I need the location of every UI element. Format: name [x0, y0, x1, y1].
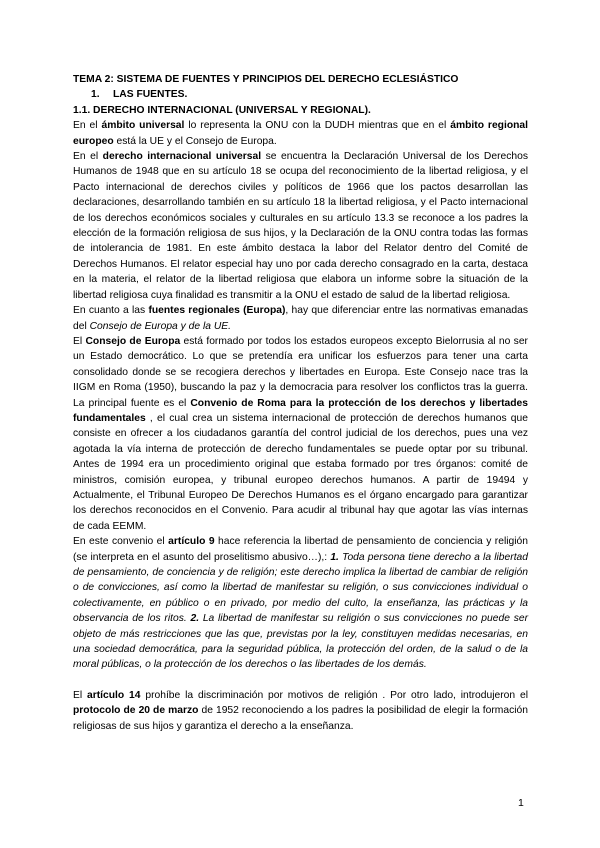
section-title: LAS FUENTES. — [113, 89, 188, 101]
text-run: se encuentra la Declaración Universal de los Derechos Humanos de 1948 que en su artículo 18 se ocupa del reconocimiento de la libertad religiosa, y el Pacto internacional de derechos civiles y políticos de 1966 que los pactos desarrollan las declaraciones, desarrollando también en su artículo 18 la libertad religiosa, y el Pacto internacional de los derechos económicos sociales y culturales en su artículo 13.3 se reconoce a los padres la elección de la formación religiosa de sus hijos, y la Declaración de la ONU contra todas las formas de intolerancia de 1981. En este ámbito destaca la labor del Relator dentro del Comité de Derechos Humanos. El relator especial hay uno por cada derecho consagrado en la carta, destaca en la materia, el relator de la libertad religiosa que elabora un informe sobre la situación de la libertad religiosa cuya finalidad es transmitir a la ONU el estado de salud de la libertad religiosa. — [73, 151, 528, 301]
text-run: , el cual crea un sistema internacional de protección de derechos humanos que consiste en ofrecer a los ciudadanos garantía del control judicial de los derechos, pues una vez agotada la vía interna de protección de derecho fundamentales se puede optar por su tribunal. Antes de 1994 era un procedimiento original que estaba formado por tres órganos: comité de ministros, comisión europea, y tribunal europeo derechos humanos. A partir de 19494 y Actualmente, el Tribunal Europeo De Derechos Humanos es el órgano encargado para garantizar los derechos reconocidos en el Convenio. Para acudir al tribunal hay que agotar las vías internas de cada EEMM. — [73, 412, 528, 532]
bold-italic-number: 1. — [330, 551, 339, 563]
section-heading — [73, 87, 528, 102]
italic-term: Consejo de Europa y de la UE. — [89, 320, 231, 332]
paragraph-derecho-universal — [73, 149, 528, 303]
bold-term: ámbito regional europeo — [73, 120, 528, 147]
text-run: En el — [73, 151, 103, 163]
text-run: El — [73, 689, 87, 701]
bold-term: artículo 14 — [87, 689, 141, 701]
bold-term: Convenio de Roma para la protección de los derechos y libertades fundamentales — [73, 397, 528, 424]
italic-quote: La libertad de manifestar su religión o sus convicciones no puede ser objeto de más restricciones que las que, previstas por la ley, constituyen medidas necesarias, en una sociedad democrática, para la seguridad pública, la protección del orden, de la salud o de la moral públicas, o la protección de los derechos o las libertades de los demás. — [73, 613, 528, 671]
bold-term: derecho internacional universal — [102, 151, 262, 163]
text-run: En cuanto a las — [73, 305, 149, 317]
bold-term: Consejo de Europa — [85, 335, 181, 347]
text-run: está la UE y el Consejo de Europa. — [113, 135, 277, 147]
document-body — [73, 72, 528, 734]
bold-term: fuentes regionales (Europa) — [148, 305, 286, 317]
text-run: En este convenio el — [73, 536, 169, 548]
text-run: prohíbe la discriminación por motivos de religión . Por otro lado, introdujeron el — [140, 689, 528, 701]
section-number: 1. — [91, 89, 100, 101]
text-run: El — [73, 335, 86, 347]
bold-term: protocolo de 20 de marzo — [73, 705, 199, 717]
bold-term: ámbito universal — [101, 120, 185, 132]
subsection-heading: 1.1. DERECHO INTERNACIONAL (UNIVERSAL Y REGIONAL). — [73, 104, 371, 116]
paragraph-spacer — [73, 673, 528, 688]
text-run: está formado por todos los estados europeos excepto Bielorrusia al no ser un Estado democrático. Lo que se pretendía era unificar los esfuerzos para tener una carta consolidado donde se se recogiera derechos y libertades en Europa. Este Consejo nace tras la IIGM en Roma (1950), buscando la paz y la democracia para resolver los conflictos tras la guerra. La principal fuente es el — [73, 335, 528, 409]
text-run: , hay que diferenciar entre las normativas emanadas del — [73, 305, 528, 332]
italic-quote: Toda persona tiene derecho a la libertad de pensamiento, de conciencia y de religión; este derecho implica la libertad de cambiar de religión o de convicciones, así como la libertad de manifestar su religión, o sus convicciones individual o colectivamente, en público o en privado, por medio del culto, la enseñanza, las prácticas y la observancia de los ritos. — [73, 551, 529, 625]
document-title: TEMA 2: SISTEMA DE FUENTES Y PRINCIPIOS DEL DERECHO ECLESIÁSTICO — [73, 74, 459, 85]
text-run: hace referencia la libertad de pensamiento de conciencia y religión (se interpreta en el asunto del proselitismo abusivo…),: — [73, 536, 529, 563]
paragraph-articulo-9 — [73, 534, 528, 673]
paragraph-ambito — [73, 118, 528, 149]
paragraph-articulo-14 — [73, 688, 528, 734]
paragraph-consejo-europa — [73, 334, 528, 534]
page-number: 1 — [518, 797, 524, 809]
text-run: de 1952 reconociendo a los padres la posibilidad de elegir la formación religiosas de sus hijos y garantiza el derecho a la enseñanza. — [73, 705, 528, 732]
bold-italic-number: 2. — [190, 613, 200, 625]
bold-term: artículo 9 — [168, 536, 215, 548]
text-run: lo representa la ONU con la DUDH mientras que en el — [184, 120, 451, 132]
paragraph-fuentes-regionales — [73, 303, 528, 334]
text-run: En el — [73, 120, 102, 132]
